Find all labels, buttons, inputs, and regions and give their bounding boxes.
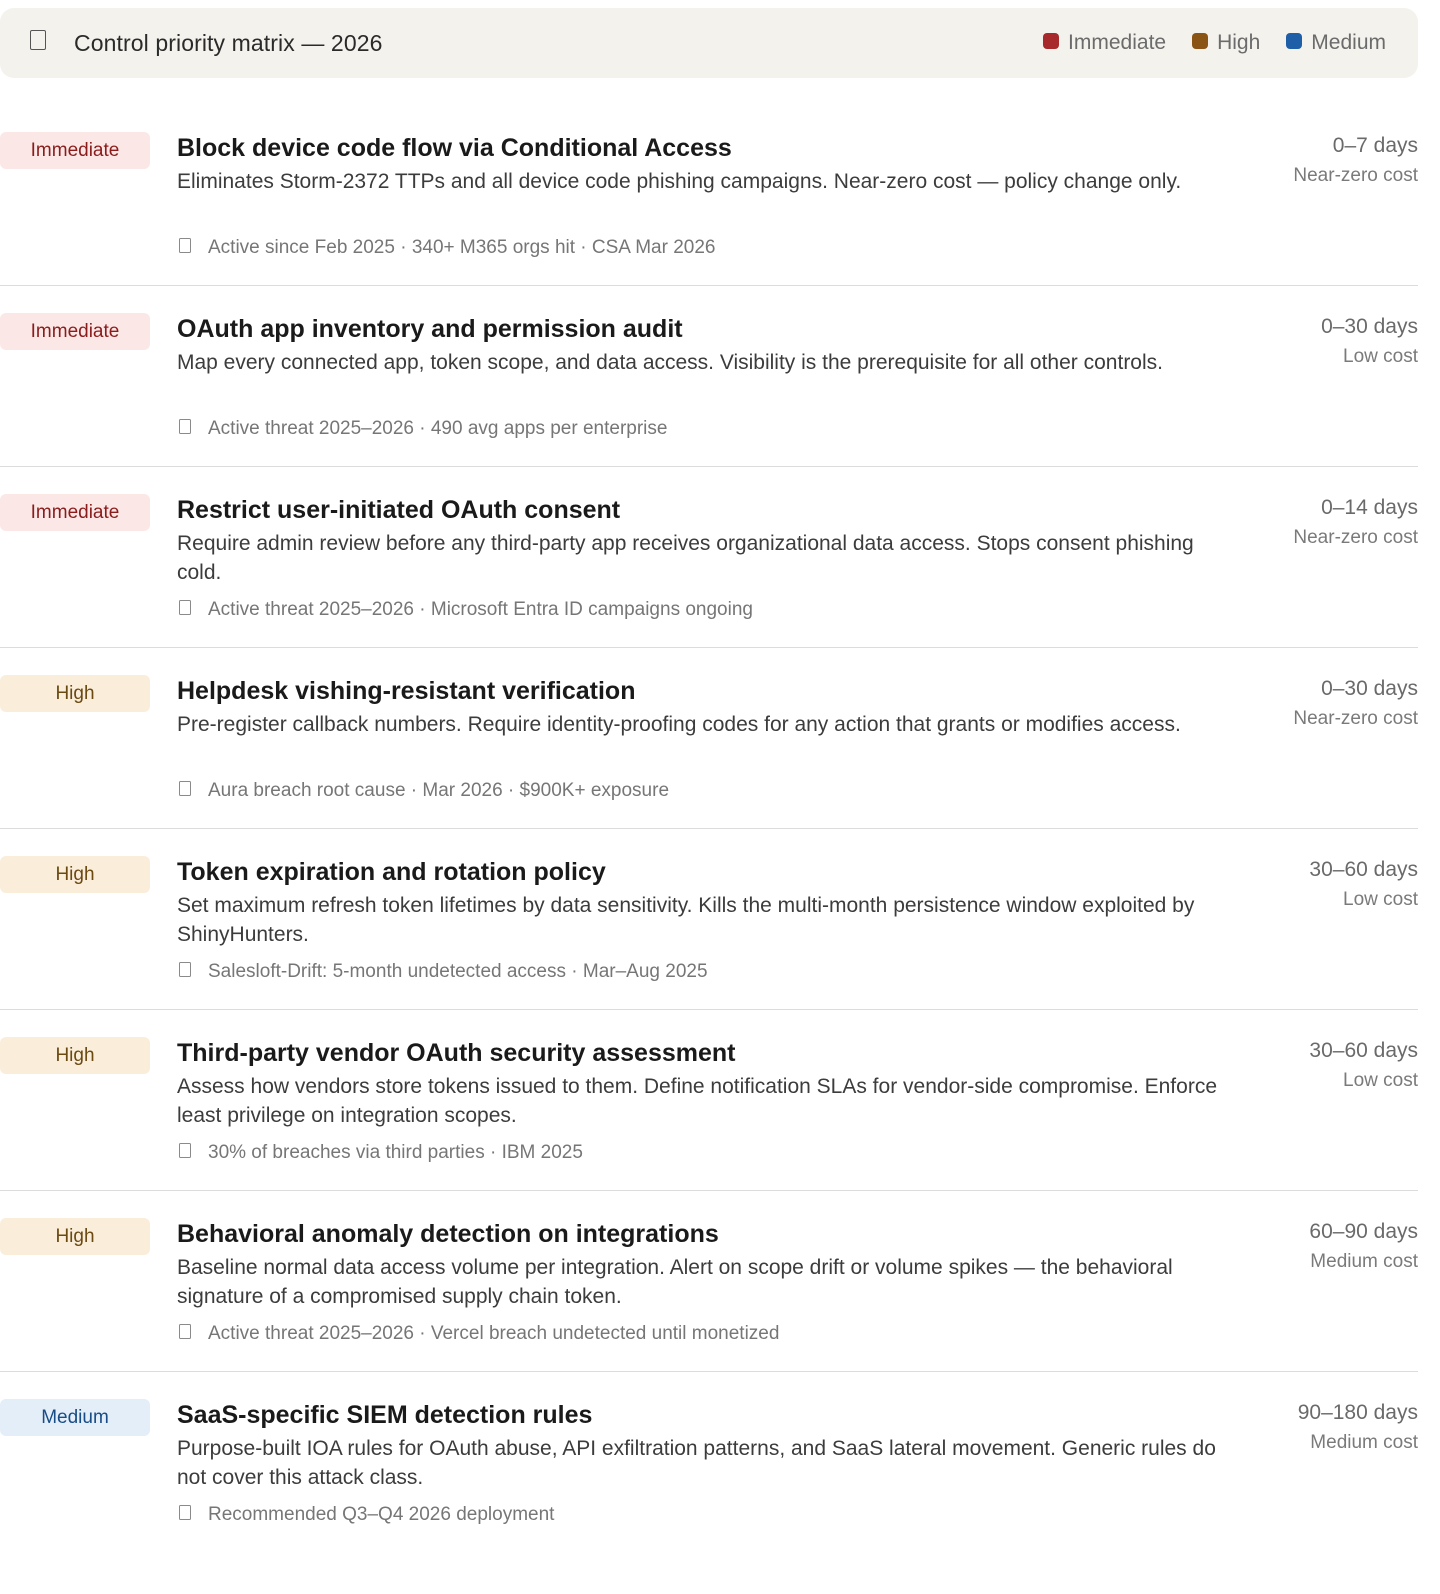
priority-badge: High	[0, 675, 150, 712]
control-meta-text: Aura breach root cause · Mar 2026 · $900K+ exposure	[208, 780, 670, 801]
legend-label: Medium	[1311, 31, 1386, 54]
control-cost: Low cost	[1343, 1070, 1418, 1091]
control-timeframe: 0–30 days	[1321, 677, 1418, 700]
control-row	[0, 648, 1418, 829]
source-document-icon	[179, 781, 191, 796]
control-row	[0, 1010, 1418, 1191]
control-timeframe: 0–30 days	[1321, 315, 1418, 338]
control-meta	[177, 237, 715, 259]
control-meta	[177, 1142, 583, 1164]
control-title: SaaS-specific SIEM detection rules	[177, 1401, 593, 1429]
control-title: Behavioral anomaly detection on integrations	[177, 1220, 719, 1248]
control-meta	[177, 780, 669, 802]
control-cost: Low cost	[1343, 889, 1418, 910]
legend-swatch-immediate	[1043, 33, 1059, 49]
control-description: Eliminates Storm-2372 TTPs and all device code phishing campaigns. Near-zero cost — policy change only.	[177, 170, 1182, 193]
source-document-icon	[179, 600, 191, 615]
control-title: Third-party vendor OAuth security assessment	[177, 1039, 736, 1067]
priority-badge: Immediate	[0, 132, 150, 169]
control-timeframe: 0–14 days	[1321, 496, 1418, 519]
legend-label: High	[1217, 31, 1261, 54]
control-effort	[1293, 493, 1418, 553]
document-icon	[30, 30, 46, 50]
control-content	[177, 855, 1237, 949]
control-meta-text: 30% of breaches via third parties · IBM 2025	[208, 1142, 583, 1163]
priority-badge: Medium	[0, 1399, 150, 1436]
control-meta-text: Active threat 2025–2026 · Vercel breach undetected until monetized	[208, 1323, 780, 1344]
control-effort	[1309, 1036, 1418, 1096]
control-timeframe: 90–180 days	[1297, 1401, 1418, 1424]
control-row	[0, 105, 1418, 286]
control-meta-text: Active since Feb 2025 · 340+ M365 orgs hit · CSA Mar 2026	[208, 237, 716, 258]
control-timeframe: 0–7 days	[1332, 134, 1418, 157]
control-cost: Near-zero cost	[1293, 527, 1418, 548]
control-row	[0, 829, 1418, 1010]
control-meta	[177, 961, 708, 983]
control-description: Assess how vendors store tokens issued to them. Define notification SLAs for vendor-side compromise. Enforce least privilege on integration scopes.	[177, 1075, 1217, 1127]
legend-item-immediate	[1043, 31, 1166, 55]
control-description: Baseline normal data access volume per integration. Alert on scope drift or volume spikes — the behavioral signature of a compromised supply chain token.	[177, 1256, 1173, 1308]
priority-badge: Immediate	[0, 313, 150, 350]
priority-badge: High	[0, 1218, 150, 1255]
control-content	[177, 493, 1237, 587]
control-content	[177, 1217, 1237, 1311]
control-effort	[1321, 312, 1418, 372]
control-meta	[177, 1323, 779, 1345]
legend-swatch-high	[1192, 33, 1208, 49]
control-cost: Near-zero cost	[1293, 165, 1418, 186]
source-document-icon	[179, 1143, 191, 1158]
control-content	[177, 1036, 1237, 1130]
matrix-header	[0, 8, 1418, 78]
page-title: Control priority matrix — 2026	[74, 29, 383, 56]
control-row	[0, 1372, 1418, 1553]
control-meta	[177, 418, 667, 440]
control-description: Purpose-built IOA rules for OAuth abuse, API exfiltration patterns, and SaaS lateral movement. Generic rules do not cover this attack class.	[177, 1437, 1216, 1489]
priority-badge: Immediate	[0, 494, 150, 531]
control-row	[0, 467, 1418, 648]
control-effort	[1293, 131, 1418, 191]
control-title: Token expiration and rotation policy	[177, 858, 606, 886]
legend-swatch-medium	[1286, 33, 1302, 49]
legend-item-high	[1192, 31, 1260, 55]
control-effort	[1298, 1398, 1418, 1458]
source-document-icon	[179, 238, 191, 253]
control-timeframe: 60–90 days	[1309, 1220, 1418, 1243]
control-row	[0, 286, 1418, 467]
control-cost: Near-zero cost	[1293, 708, 1418, 729]
control-title: OAuth app inventory and permission audit	[177, 315, 683, 343]
control-content	[177, 131, 1237, 196]
legend-label: Immediate	[1068, 31, 1167, 54]
control-content	[177, 674, 1237, 739]
control-cost: Medium cost	[1310, 1251, 1418, 1272]
control-cost: Low cost	[1343, 346, 1418, 367]
source-document-icon	[179, 962, 191, 977]
source-document-icon	[179, 1505, 191, 1520]
control-title: Block device code flow via Conditional Access	[177, 134, 732, 162]
source-document-icon	[179, 1324, 191, 1339]
control-effort	[1309, 1217, 1418, 1277]
control-content	[177, 1398, 1237, 1492]
control-title: Restrict user-initiated OAuth consent	[177, 496, 621, 524]
priority-badge: High	[0, 1037, 150, 1074]
control-description: Require admin review before any third-party app receives organizational data access. Stops consent phishing cold.	[177, 532, 1194, 584]
control-description: Pre-register callback numbers. Require identity-proofing codes for any action that grants or modifies access.	[177, 713, 1181, 736]
control-timeframe: 30–60 days	[1309, 1039, 1418, 1062]
control-description: Map every connected app, token scope, and data access. Visibility is the prerequisite for all other controls.	[177, 351, 1163, 374]
control-meta-text: Salesloft-Drift: 5-month undetected access · Mar–Aug 2025	[208, 961, 708, 982]
control-title: Helpdesk vishing-resistant verification	[177, 677, 636, 705]
priority-legend	[1043, 31, 1386, 55]
control-meta-text: Active threat 2025–2026 · 490 avg apps per enterprise	[208, 418, 668, 439]
control-meta	[177, 1504, 554, 1526]
control-meta	[177, 599, 753, 621]
legend-item-medium	[1286, 31, 1386, 55]
source-document-icon	[179, 419, 191, 434]
control-list	[0, 105, 1418, 1553]
control-description: Set maximum refresh token lifetimes by data sensitivity. Kills the multi-month persistence window exploited by ShinyHunters.	[177, 894, 1195, 946]
control-effort	[1293, 674, 1418, 734]
priority-badge: High	[0, 856, 150, 893]
control-effort	[1309, 855, 1418, 915]
control-meta-text: Recommended Q3–Q4 2026 deployment	[208, 1504, 555, 1525]
control-content	[177, 312, 1237, 377]
control-timeframe: 30–60 days	[1309, 858, 1418, 881]
control-row	[0, 1191, 1418, 1372]
control-meta-text: Active threat 2025–2026 · Microsoft Entra ID campaigns ongoing	[208, 599, 753, 620]
control-cost: Medium cost	[1310, 1432, 1418, 1453]
